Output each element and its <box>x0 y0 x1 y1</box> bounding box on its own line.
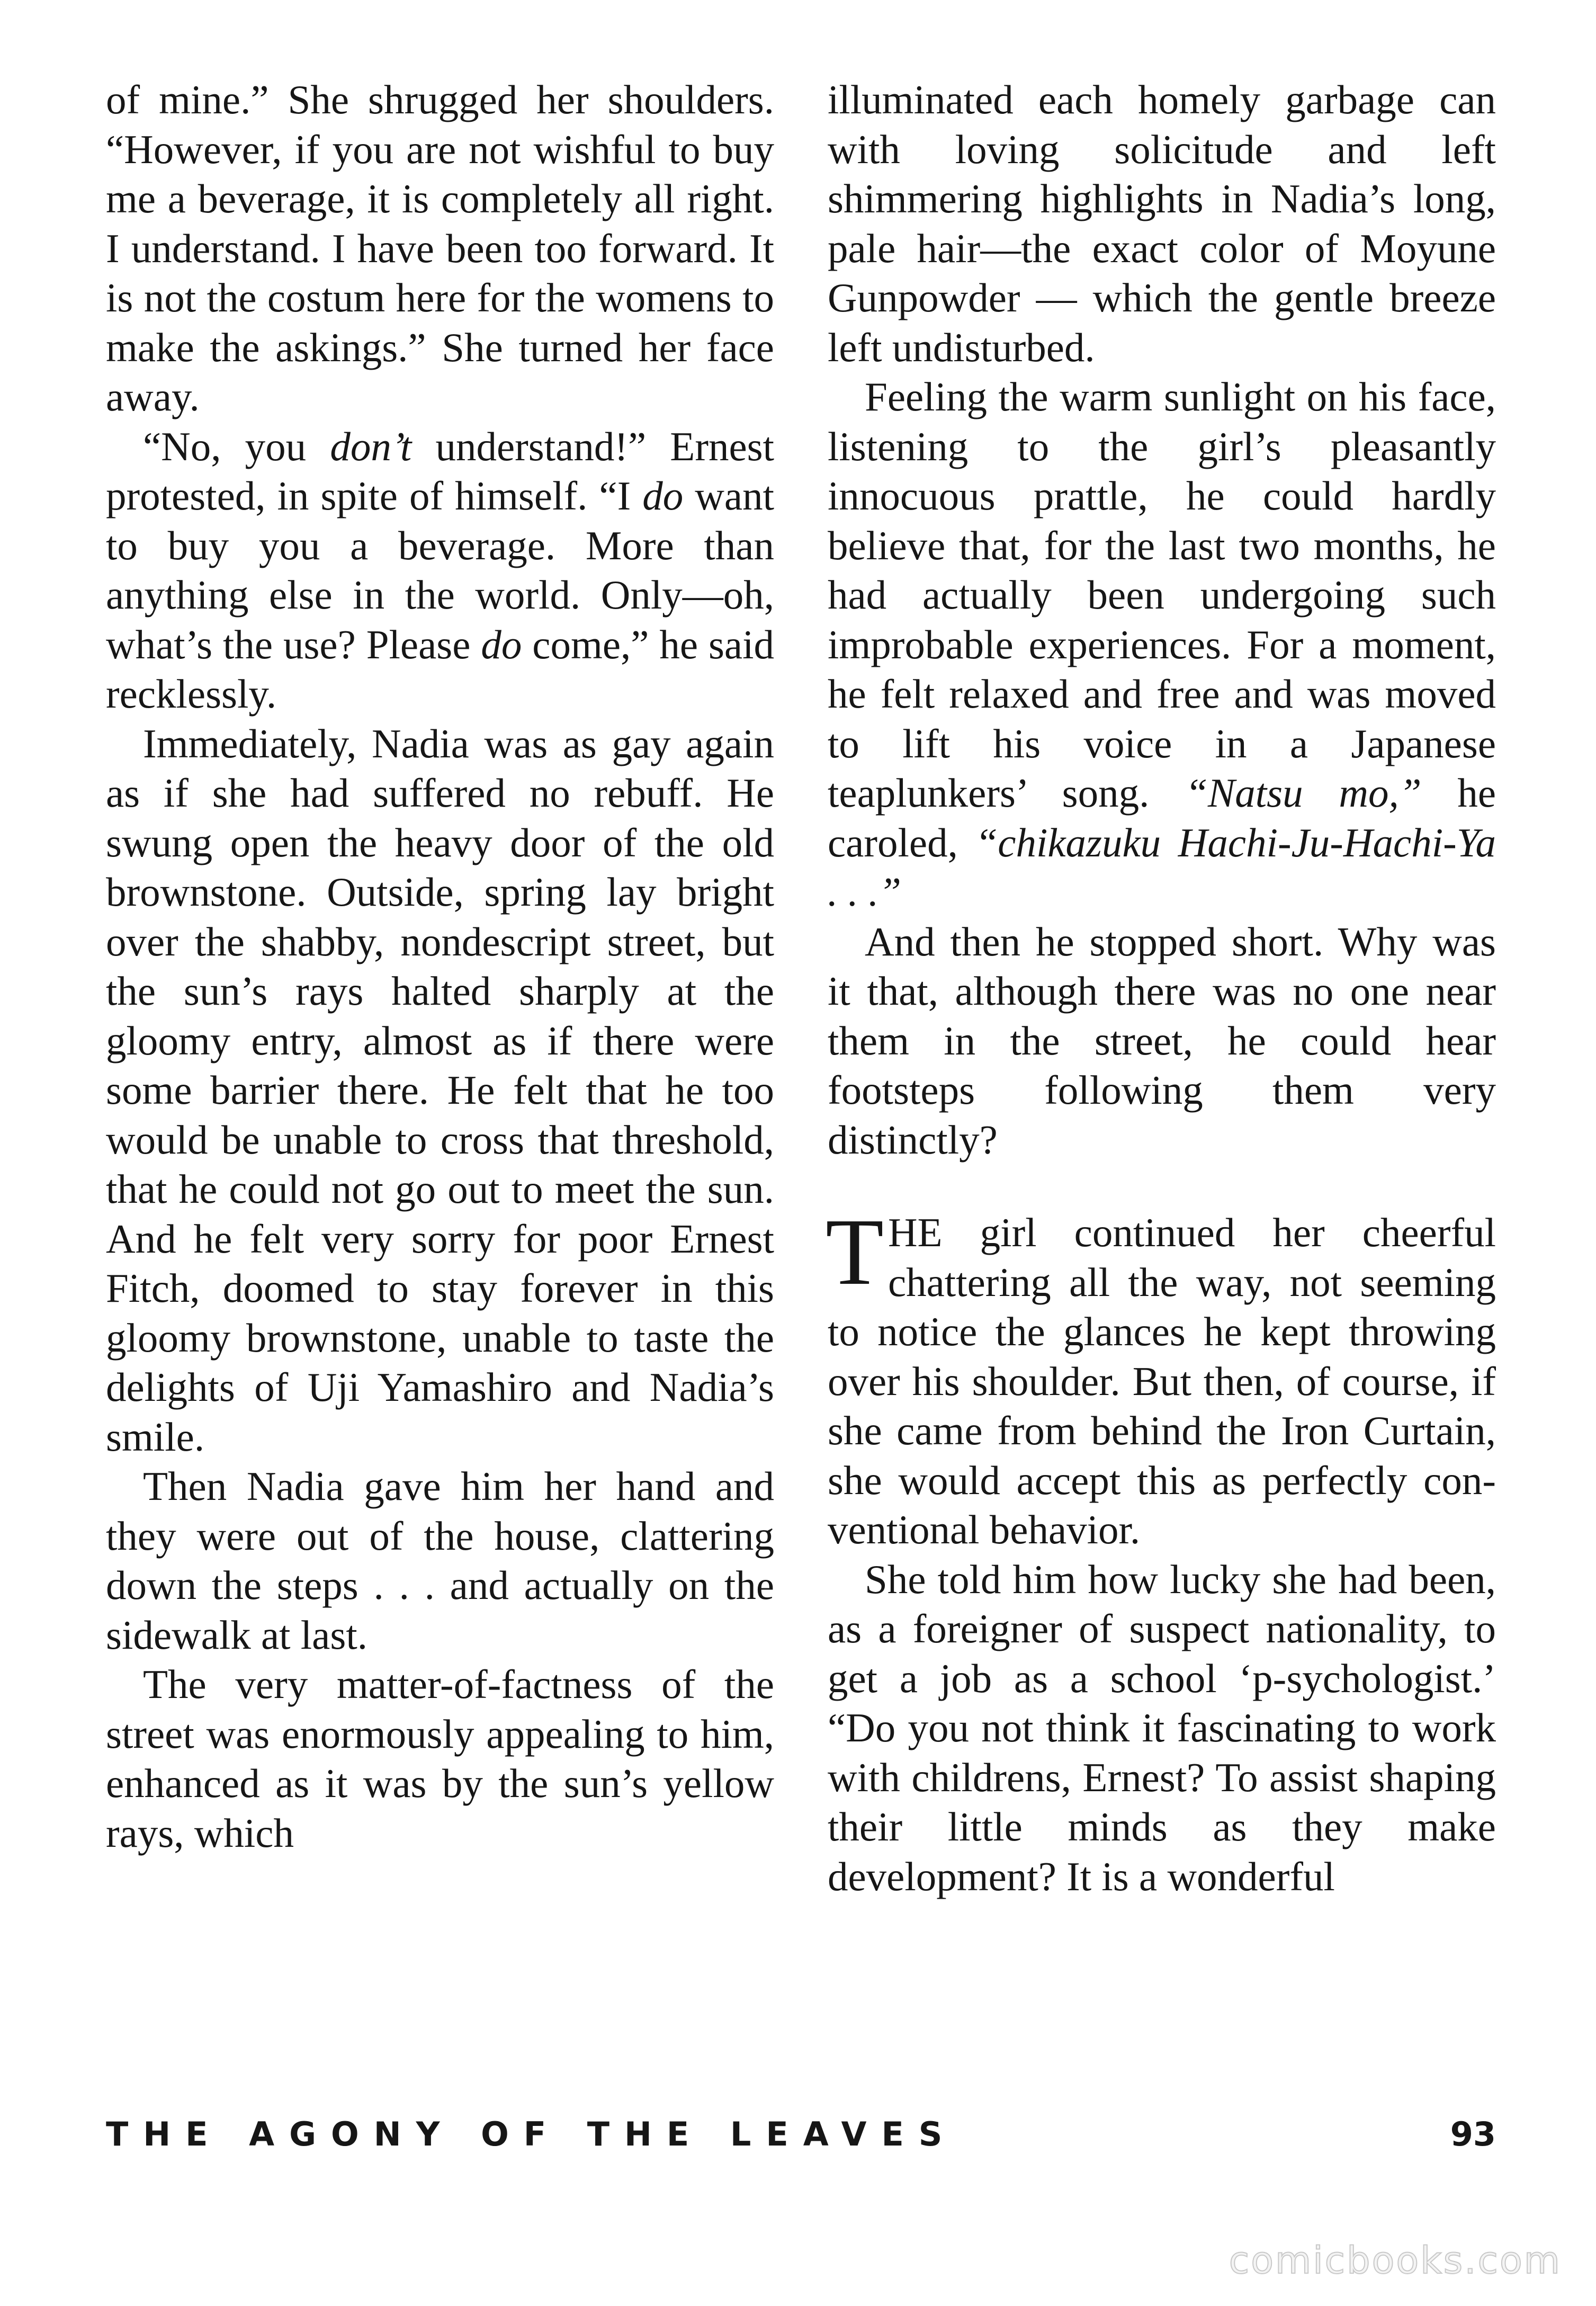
left-column <box>106 75 774 1858</box>
paragraph <box>106 422 774 719</box>
page-number: 93 <box>1450 2115 1496 2153</box>
paragraph: She told him how lucky she had been, as a foreigner of suspect nationality, to get a job as a school ‘p-sychologist.’ “Do you not think it fascinating to work with childrens, Ernest? To assist shaping their little minds as they make development? It is a wonderful <box>828 1556 1496 1899</box>
text-run: understand!” Ernest protested, in spite of himself. “I <box>106 423 774 519</box>
italic-run: “Natsu mo,” <box>1185 770 1422 816</box>
paragraph <box>828 372 1496 917</box>
right-column <box>828 75 1496 1901</box>
text-run: “No, you <box>143 423 330 469</box>
paragraph: Then Nadia gave him her hand and they were out of the house, clattering down the steps . . . and actually on the sidewalk at last. <box>106 1463 774 1658</box>
italic-run: do <box>642 473 684 519</box>
text-run: he caroled, <box>828 770 1496 865</box>
paragraph-continuation: illuminated each homely garbage can with loving solicitude and left shimmering highlights in Nadia’s long, pale hair—the exact color of Moyune Gunpowder — which the gentle breeze left undisturbed. <box>828 77 1496 370</box>
drop-cap: T <box>826 1199 884 1304</box>
paragraph: Immediately, Nadia was as gay again as if she had suffered no rebuff. He swung open the heavy door of the old brownstone. Outside, spring lay bright over the shabby, nondescript street, but the sun’s rays halted sharply at the gloomy entry, almost as if there were some barrier there. He felt that he too would be unable to cross that threshold, that he could not go out to meet the sun. And he felt very sorry for poor Ernest Fitch, doomed to stay forever in this gloomy brownstone, unable to taste the delights of Uji Yamashiro and Nadia’s smile. <box>106 720 774 1460</box>
text-run: come,” he said recklessly. <box>106 621 774 717</box>
italic-run: “chikazuku Hachi-Ju-Hachi-Ya . . .” <box>828 819 1496 915</box>
italic-run: don’t <box>330 423 412 469</box>
text-run: HE girl continued her cheerful chattering all the way, not seeming to notice the glances he kept throwing over his shoulder. But then, of course, if she came from behind the Iron Curtain, she would accept this as perfectly conventional behavior. <box>828 1210 1496 1552</box>
paragraph: The very matter-of-factness of the street was enormously appealing to him, enhanced as it was by the sun’s yellow rays, which <box>106 1661 774 1856</box>
text-run: Feeling the warm sunlight on his face, listening to the girl’s pleasantly innocuous prattle, he could hardly believe that, for the last two months, he had actually been undergoing such improbable experiences. For a moment, he felt relaxed and free and was moved to lift his voice in a Japanese teaplunkers’ song. <box>828 374 1496 816</box>
italic-run: do <box>481 621 522 667</box>
text-run: want to buy you a beverage. More than anything else in the world. Only—oh, what’s the use? Please <box>106 473 774 667</box>
watermark: comicbooks.com <box>1229 2239 1562 2282</box>
paragraph-continuation: of mine.” She shrugged her shoulders. “However, if you are not wishful to buy me a beverage, it is completely all right. I understand. I have been too forward. It is not the costum here for the womens to make the askings.” She turned her face away. <box>106 77 774 419</box>
section-paragraph <box>826 1199 1496 1555</box>
page-footer <box>106 2113 1496 2156</box>
running-title: THE AGONY OF THE LEAVES <box>106 2115 957 2153</box>
paragraph: And then he stopped short. Why was it that, although there was no one near them in the street, he could hear footsteps following them very distinctly? <box>828 918 1496 1163</box>
